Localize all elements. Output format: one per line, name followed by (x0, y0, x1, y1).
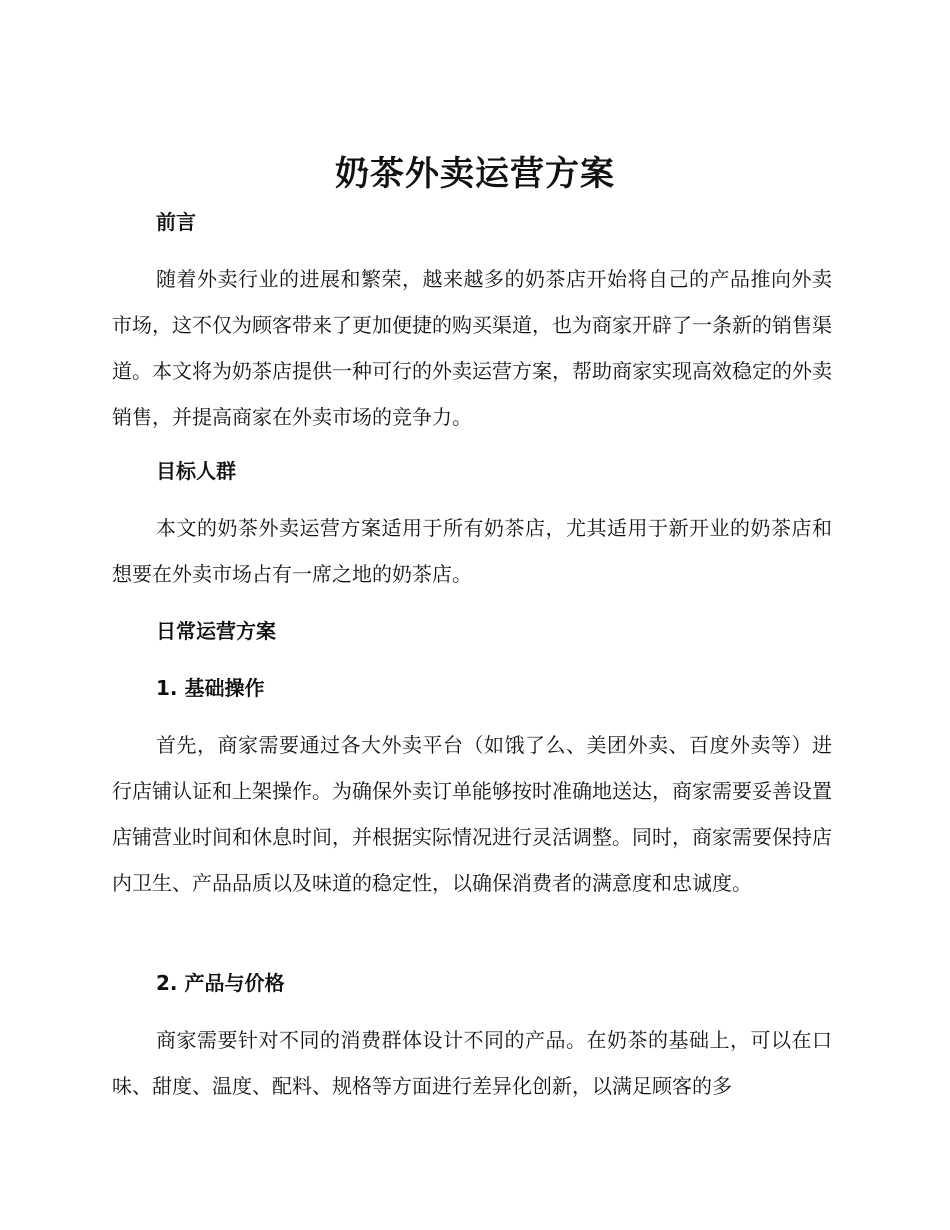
paragraph-target: 本文的奶茶外卖运营方案适用于所有奶茶店，尤其适用于新开业的奶茶店和想要在外卖市场占有一席之地的奶茶店。 (112, 516, 832, 586)
subsection-heading-basic-operations: 1. 基础操作 (156, 676, 265, 700)
paragraph-preface: 随着外卖行业的进展和繁荣，越来越多的奶茶店开始将自己的产品推向外卖市场，这不仅为顾客带来了更加便捷的购买渠道，也为商家开辟了一条新的销售渠道。本文将为奶茶店提供一种可行的外卖运营方案，帮助商家实现高效稳定的外卖销售，并提高商家在外卖市场的竞争力。 (112, 267, 832, 429)
document-title: 奶茶外卖运营方案 (335, 154, 615, 194)
section-heading-preface: 前言 (156, 210, 196, 234)
paragraph-product-price: 商家需要针对不同的消费群体设计不同的产品。在奶茶的基础上，可以在口味、甜度、温度、配料、规格等方面进行差异化创新，以满足顾客的多 (112, 1028, 832, 1098)
paragraph-basic-operations: 首先，商家需要通过各大外卖平台（如饿了么、美团外卖、百度外卖等）进行店铺认证和上架操作。为确保外卖订单能够按时准确地送达，商家需要妥善设置店铺营业时间和休息时间，并根据实际情况进行灵活调整。同时，商家需要保持店内卫生、产品品质以及味道的稳定性，以确保消费者的满意度和忠诚度。 (112, 733, 832, 895)
section-heading-target: 目标人群 (156, 459, 236, 483)
section-heading-daily-operations: 日常运营方案 (156, 619, 276, 643)
subsection-heading-product-price: 2. 产品与价格 (156, 971, 285, 995)
